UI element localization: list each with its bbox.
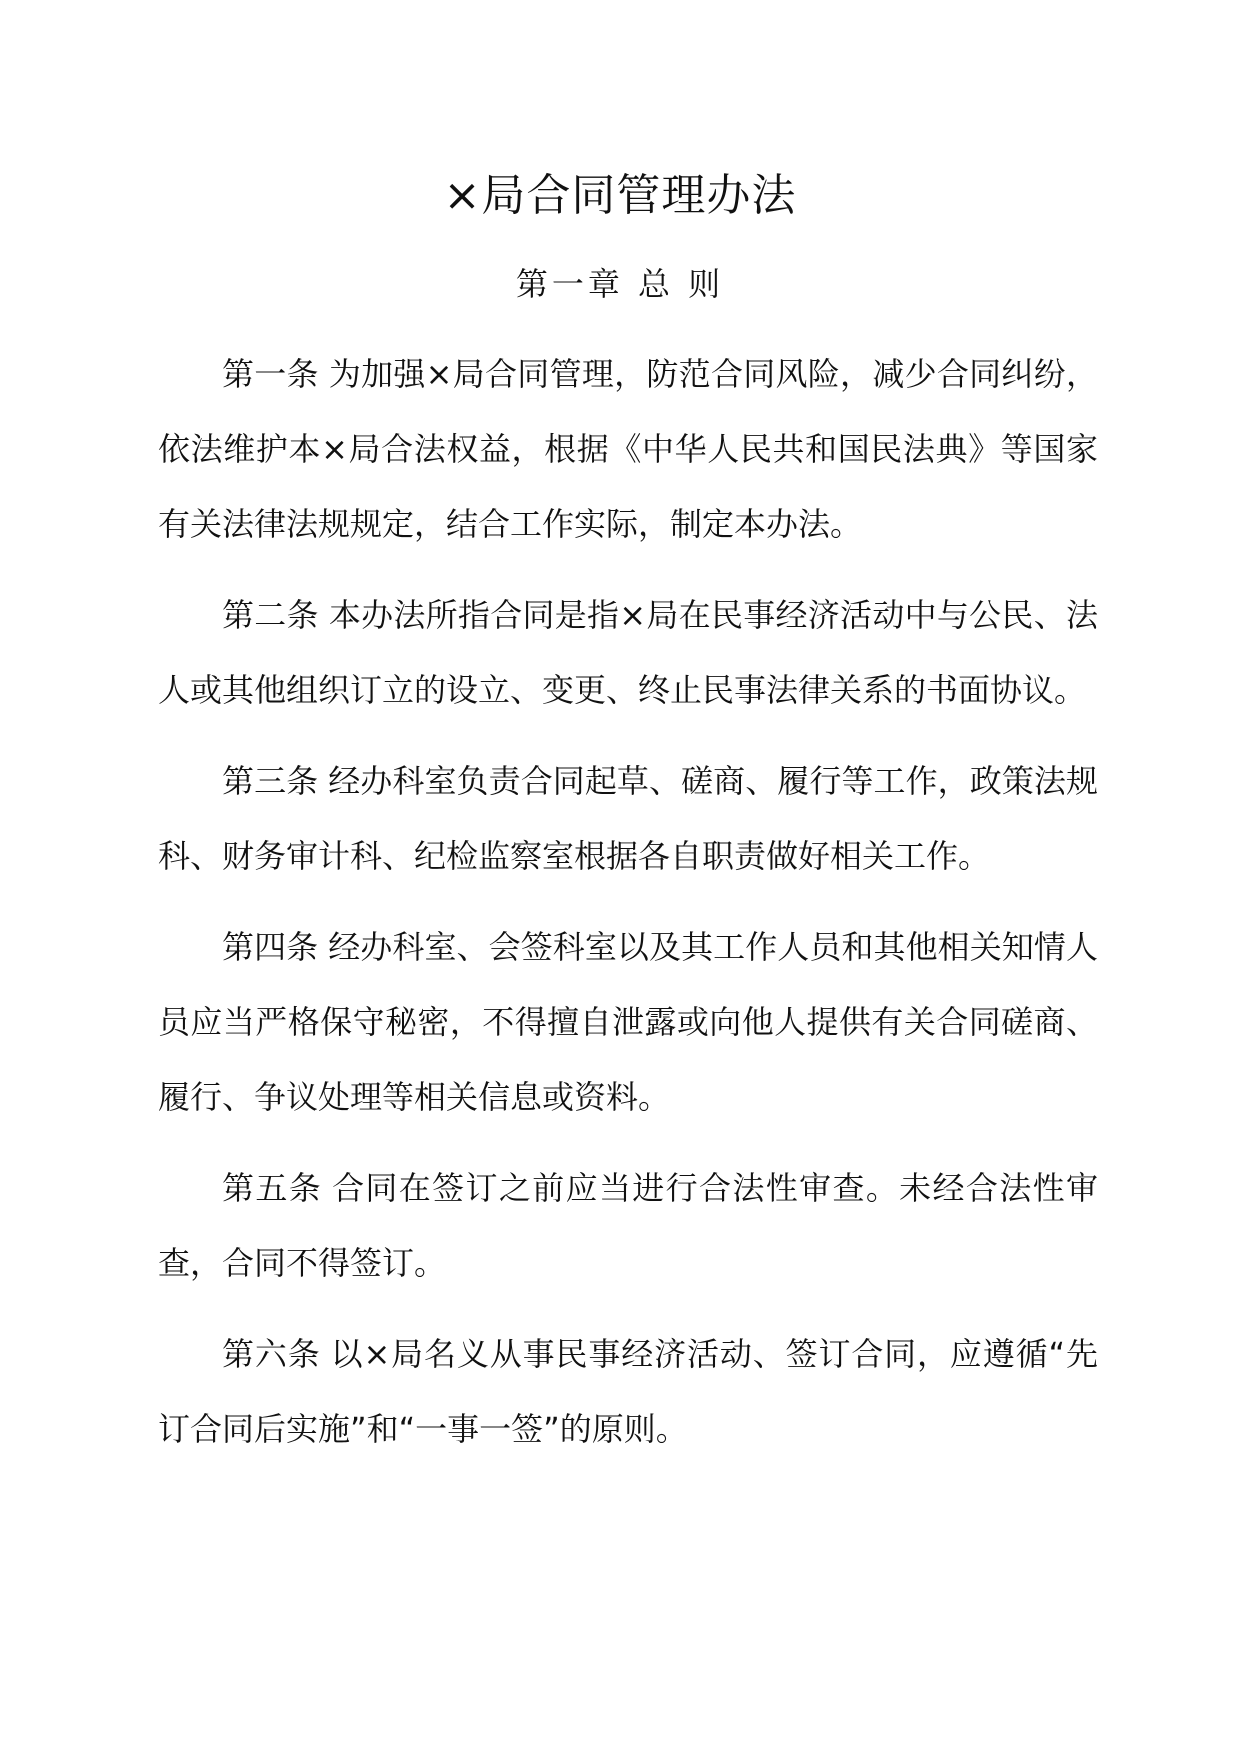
article-label: 第一条	[222, 355, 319, 393]
article-4	[158, 910, 1098, 1135]
article-label: 第三条	[222, 762, 319, 800]
article-text: 经办科室、会签科室以及其工作人员和其他相关知情人员应当严格保守秘密，不得擅自泄露或向他人提供有关合同磋商、履行、争议处理等相关信息或资料。	[158, 928, 1098, 1116]
article-text: 以×局名义从事民事经济活动、签订合同，应遵循“先订合同后实施”和“一事一签”的原则。	[158, 1335, 1098, 1448]
article-label: 第四条	[222, 928, 319, 966]
chapter-heading: 第一章 总 则	[515, 265, 725, 303]
article-text: 合同在签订之前应当进行合法性审查。未经合法性审查，合同不得签订。	[158, 1169, 1098, 1282]
document-body	[158, 337, 1098, 1483]
article-2	[158, 578, 1098, 728]
article-text: 为加强×局合同管理，防范合同风险，减少合同纠纷，依法维护本×局合法权益，根据《中华人民共和国民法典》等国家有关法律法规规定，结合工作实际，制定本办法。	[158, 355, 1098, 543]
article-label: 第二条	[222, 596, 319, 634]
article-label: 第五条	[222, 1169, 323, 1207]
article-3	[158, 744, 1098, 894]
article-label: 第六条	[222, 1335, 321, 1373]
article-6	[158, 1317, 1098, 1467]
article-1	[158, 337, 1098, 562]
article-text: 本办法所指合同是指×局在民事经济活动中与公民、法人或其他组织订立的设立、变更、终止民事法律关系的书面协议。	[158, 596, 1098, 709]
article-text: 经办科室负责合同起草、磋商、履行等工作，政策法规科、财务审计科、纪检监察室根据各自职责做好相关工作。	[158, 762, 1098, 875]
article-5	[158, 1151, 1098, 1301]
document-title: ×局合同管理办法	[443, 170, 797, 221]
